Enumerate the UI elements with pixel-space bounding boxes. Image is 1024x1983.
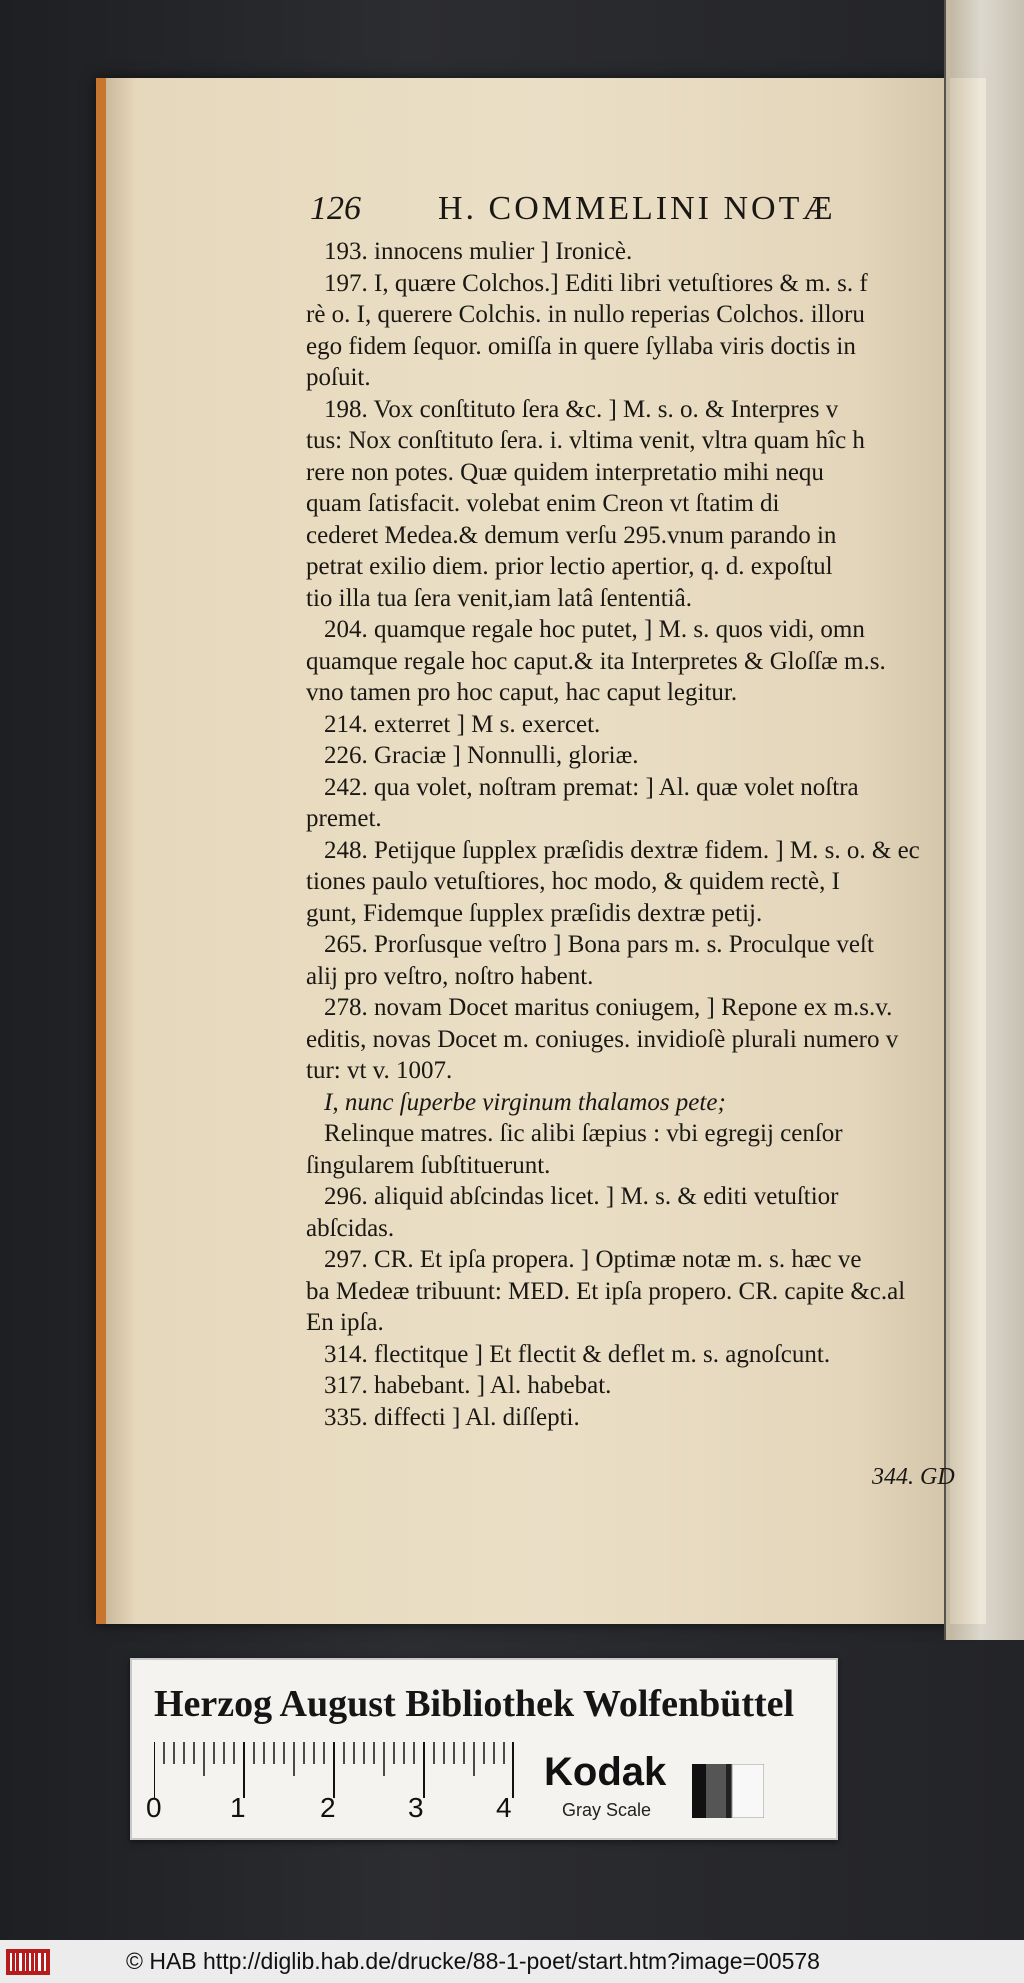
text-line: 314. flectitque ] Et flectit & deflet m. s. agnoſcunt. xyxy=(324,1340,831,1368)
text-line: poſuit. xyxy=(306,364,371,391)
barcode-icon xyxy=(6,1949,50,1975)
kodak-logo: Kodak xyxy=(544,1750,667,1794)
running-title: H. COMMELINI NOTÆ xyxy=(438,190,836,227)
text-line: 278. novam Docet maritus coniugem, ] Repone ex m.s.v. xyxy=(324,994,893,1021)
text-line: quam ſatisfacit. volebat enim Creon vt ſtatim di xyxy=(306,490,780,517)
text-line: editis, novas Docet m. coniuges. invidioſè plurali numero v xyxy=(306,1025,899,1053)
text-line: tiones paulo vetuſtiores, hoc modo, & quidem rectè, I xyxy=(306,868,840,895)
text-line: 193. innocens mulier ] Ironicè. xyxy=(324,238,633,265)
text-line: 204. quamque regale hoc putet, ] M. s. quos vidi, omn xyxy=(324,616,865,643)
text-line: Relinque matres. ſic alibi ſæpius : vbi egregij cenſor xyxy=(324,1120,843,1147)
text-line: I, nunc ſuperbe virginum thalamos pete; xyxy=(324,1088,726,1116)
text-line: alij pro veſtro, noſtro habent. xyxy=(306,962,594,990)
text-line: 226. Graciæ ] Nonnulli, gloriæ. xyxy=(324,742,639,769)
facing-page-edge xyxy=(946,0,1024,1640)
ruler-number: 3 xyxy=(408,1792,424,1823)
text-line: gunt, Fidemque ſupplex præſidis dextræ petij. xyxy=(306,899,763,927)
color-target-card xyxy=(130,1658,838,1840)
text-line: cederet Medea.& demum verſu 295.vnum parando in xyxy=(306,521,837,549)
library-name: Herzog August Bibliothek Wolfenbüttel xyxy=(154,1683,795,1725)
text-line: ſingularem ſubſtituerunt. xyxy=(306,1151,551,1179)
ruler-number: 2 xyxy=(320,1792,336,1823)
text-line: 197. I, quære Colchos.] Editi libri vetuſtiores & m. s. f xyxy=(324,269,868,297)
text-line: 317. habebant. ] Al. habebat. xyxy=(324,1372,612,1399)
page-header xyxy=(310,190,950,230)
footer-bar xyxy=(0,1940,1024,1983)
text-line: 296. aliquid abſcindas licet. ] M. s. & editi vetuſtior xyxy=(324,1183,839,1210)
text-line: 265. Prorſusque veſtro ] Bona pars m. s. Proculque veſt xyxy=(324,931,874,958)
text-line: 214. exterret ] M s. exercet. xyxy=(324,710,601,738)
text-line: 297. CR. Et ipſa propera. ] Optimæ notæ m. s. hæc ve xyxy=(324,1246,862,1273)
ruler-number: 4 xyxy=(496,1792,512,1823)
text-line: En ipſa. xyxy=(306,1309,384,1336)
gray-patches xyxy=(692,1764,764,1818)
text-line: petrat exilio diem. prior lectio apertior, q. d. expoſtul xyxy=(306,553,833,580)
text-line: tur: vt v. 1007. xyxy=(306,1057,453,1084)
ruler-number: 1 xyxy=(230,1792,246,1823)
text-line: 335. diffecti ] Al. diſſepti. xyxy=(324,1403,580,1431)
text-line: 242. qua volet, noſtram premat: ] Al. quæ volet noſtra xyxy=(324,773,859,801)
text-line: quamque regale hoc caput.& ita Interpretes & Gloſſæ m.s. xyxy=(306,647,886,675)
text-line: ego fidem ſequor. omiſſa in quere ſyllaba viris doctis in xyxy=(306,332,856,360)
page-number: 126 xyxy=(310,190,361,227)
text-line: ba Medeæ tribuunt: MED. Et ipſa propero. CR. capite &c.al xyxy=(306,1277,906,1305)
text-line: tus: Nox conſtituto ſera. i. vltima venit, vltra quam hîc h xyxy=(306,427,865,454)
text-line: rere non potes. Quæ quidem interpretatio mihi nequ xyxy=(306,458,824,486)
text-line: vno tamen pro hoc caput, hac caput legitur. xyxy=(306,679,738,706)
ruler-number: 0 xyxy=(146,1792,162,1823)
copyright-link[interactable]: © HAB http://diglib.hab.de/drucke/88-1-poet/start.htm?image=00578 xyxy=(126,1948,820,1974)
text-line: rè o. I, querere Colchis. in nullo reperias Colchos. illoru xyxy=(306,301,865,328)
text-line: 248. Petijque ſupplex præſidis dextræ fidem. ] M. s. o. & ec xyxy=(324,836,920,864)
text-line: tio illa tua ſera venit,iam latâ ſententiâ. xyxy=(306,584,692,612)
text-line: premet. xyxy=(306,805,382,832)
text-line: abſcidas. xyxy=(306,1214,395,1242)
catchword: 344. GD xyxy=(872,1464,955,1490)
text-line: 198. Vox conſtituto ſera &c. ] M. s. o. & Interpres v xyxy=(324,395,839,423)
gray-scale-label: Gray Scale xyxy=(562,1800,652,1820)
page-body xyxy=(306,236,946,1433)
